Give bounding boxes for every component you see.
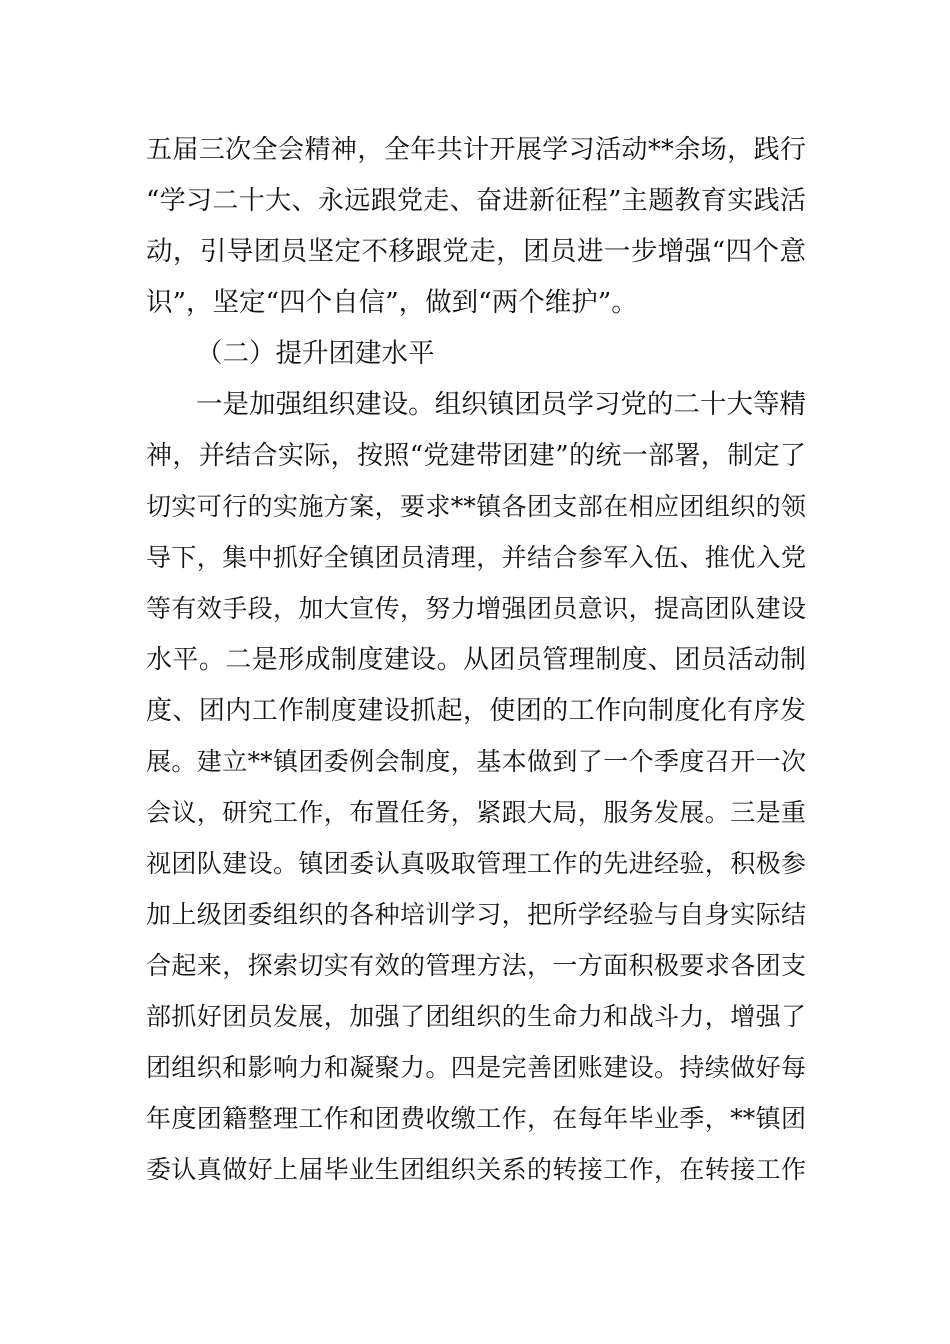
text-line: 水平。二是形成制度建设。从团员管理制度、团员活动制 <box>146 645 806 675</box>
section-heading: （二）提升团建水平 <box>196 338 435 369</box>
text-line: 合起来，探索切实有效的管理方法，一方面积极要求各团支 <box>146 951 806 980</box>
text-line: 等有效手段，加大宣传，努力增强团员意识，提高团队建设 <box>146 594 806 623</box>
text-line: 导下，集中抓好全镇团员清理，并结合参军入伍、推优入党 <box>146 543 806 572</box>
text-line: 动，引导团员坚定不移跟党走，团员进一步增强“四个意 <box>146 236 806 267</box>
text-line: 团组织和影响力和凝聚力。四是完善团账建设。持续做好每 <box>146 1053 806 1082</box>
text-line: 一是加强组织建设。组织镇团员学习党的二十大等精 <box>196 389 806 420</box>
text-line: “学习二十大、永远跟党走、奋进新征程”主题教育实践活 <box>146 186 806 216</box>
text-line: 展。建立**镇团委例会制度，基本做到了一个季度召开一次 <box>146 747 806 776</box>
text-line: 切实可行的实施方案，要求**镇各团支部在相应团组织的领 <box>146 492 806 521</box>
text-line: 部抓好团员发展，加强了团组织的生命力和战斗力，增强了 <box>146 1002 806 1031</box>
text-line: 会议，研究工作，布置任务，紧跟大局，服务发展。三是重 <box>146 798 806 827</box>
text-line: 视团队建设。镇团委认真吸取管理工作的先进经验，积极参 <box>146 849 806 878</box>
text-line: 神，并结合实际，按照“党建带团建”的统一部署，制定了 <box>146 441 806 471</box>
text-line: 委认真做好上届毕业生团组织关系的转接工作，在转接工作 <box>146 1155 806 1184</box>
text-line: 五届三次全会精神，全年共计开展学习活动**余场，践行 <box>146 135 806 165</box>
text-line: 识”，坚定“四个自信”，做到“两个维护”。 <box>146 287 638 318</box>
text-line: 年度团籍整理工作和团费收缴工作，在每年毕业季，**镇团 <box>146 1104 806 1133</box>
text-line: 加上级团委组织的各种培训学习，把所学经验与自身实际结 <box>146 900 806 929</box>
text-line: 度、团内工作制度建设抓起，使团的工作向制度化有序发 <box>146 696 806 726</box>
